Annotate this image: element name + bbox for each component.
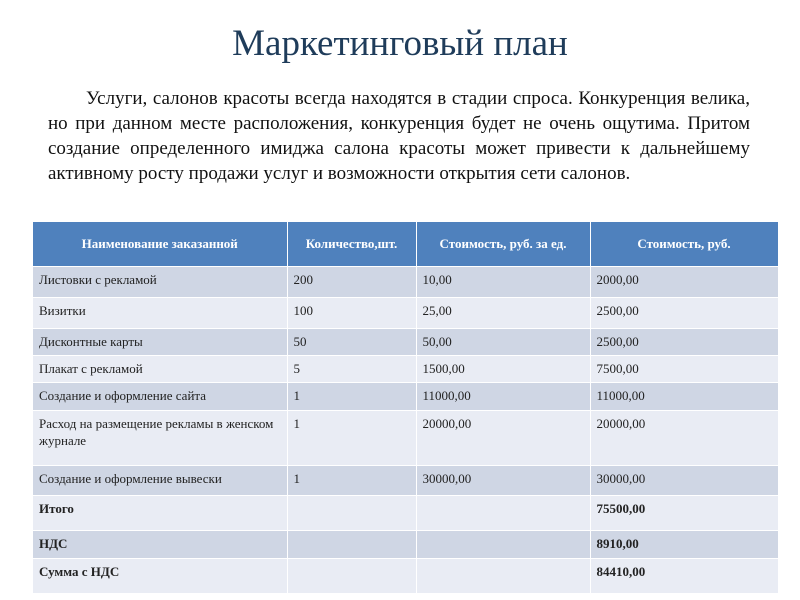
cell-item: Сумма с НДС [33,559,287,593]
cell-total-cost: 7500,00 [590,356,778,383]
cell-quantity: 1 [287,383,416,411]
cell-quantity [287,559,416,593]
cell-item: Создание и оформление сайта [33,383,287,411]
slide-title: Маркетинговый план [232,23,568,64]
cell-item: Создание и оформление вывески [33,466,287,496]
cell-quantity [287,496,416,531]
cell-total-cost: 30000,00 [590,466,778,496]
marketing-cost-table [33,222,779,593]
cell-unit-cost [416,496,590,531]
header-quantity: Количество,шт. [287,222,416,267]
header-total-cost: Стоимость, руб. [590,222,778,267]
cell-quantity: 200 [287,267,416,298]
cell-total-cost: 8910,00 [590,531,778,559]
cell-quantity: 1 [287,411,416,466]
table-row [33,559,778,593]
table-row [33,531,778,559]
cell-unit-cost: 25,00 [416,298,590,329]
cell-total-cost: 84410,00 [590,559,778,593]
header-unit-cost: Стоимость, руб. за ед. [416,222,590,267]
cell-quantity [287,531,416,559]
cell-quantity: 50 [287,329,416,356]
cell-quantity: 5 [287,356,416,383]
cell-unit-cost: 10,00 [416,267,590,298]
cell-unit-cost: 20000,00 [416,411,590,466]
cell-item: Листовки с рекламой [33,267,287,298]
header-item: Наименование заказанной [33,222,287,267]
table-row [33,466,778,496]
cell-item: НДС [33,531,287,559]
cell-item: Расход на размещение рекламы в женском журнале [33,411,287,466]
table-row [33,411,778,466]
cell-quantity: 1 [287,466,416,496]
cell-unit-cost: 1500,00 [416,356,590,383]
table-row [33,496,778,531]
cell-unit-cost [416,531,590,559]
cell-item: Плакат с рекламой [33,356,287,383]
description-paragraph: Услуги, салонов красоты всегда находятся в стадии спроса. Конкуренция велика, но при данном месте расположения, конкуренция будет не очень ощутима. Притом создание определенного имиджа салона красоты может привести к дальнейшему активному росту продажи услуг и возможности открытия сети салонов. [48,88,750,184]
cell-total-cost: 2000,00 [590,267,778,298]
cell-total-cost: 75500,00 [590,496,778,531]
table-row [33,383,778,411]
cell-unit-cost [416,559,590,593]
cell-total-cost: 11000,00 [590,383,778,411]
cell-total-cost: 20000,00 [590,411,778,466]
cell-unit-cost: 30000,00 [416,466,590,496]
table-row [33,298,778,329]
cell-quantity: 100 [287,298,416,329]
cell-total-cost: 2500,00 [590,298,778,329]
cell-total-cost: 2500,00 [590,329,778,356]
cell-item: Визитки [33,298,287,329]
table-row [33,267,778,298]
cell-unit-cost: 50,00 [416,329,590,356]
table-header-row [33,222,778,267]
cell-unit-cost: 11000,00 [416,383,590,411]
table-row [33,356,778,383]
cell-item: Итого [33,496,287,531]
cell-item: Дисконтные карты [33,329,287,356]
table-row [33,329,778,356]
